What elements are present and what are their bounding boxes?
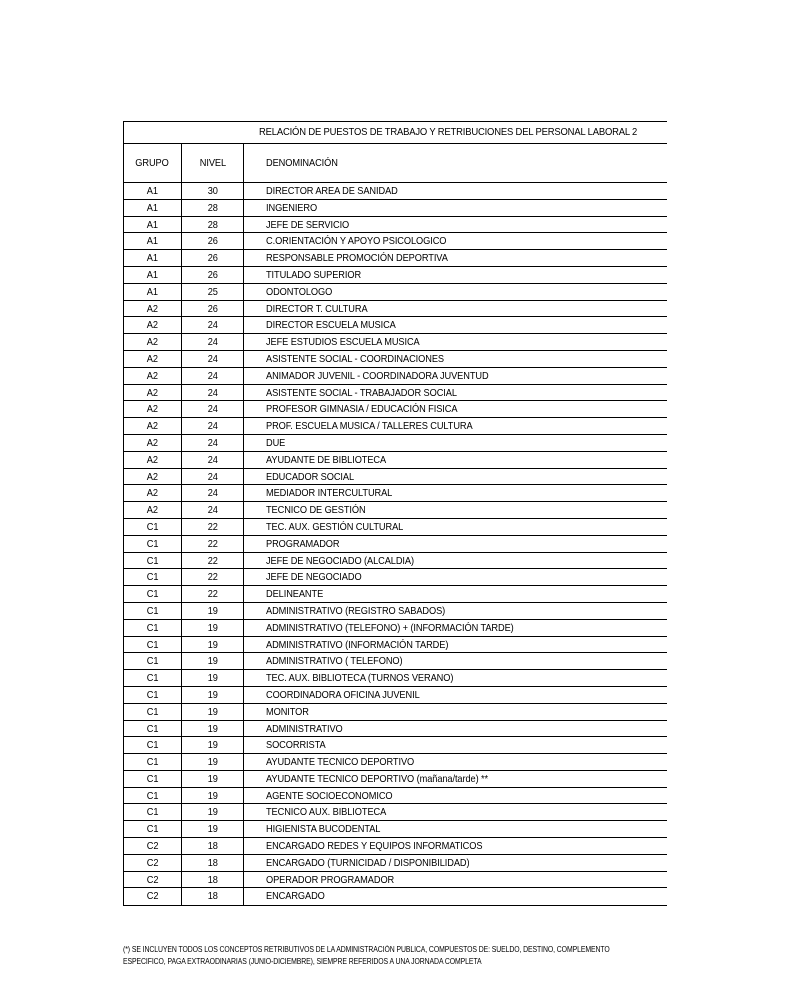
table-row <box>124 838 667 855</box>
cell-grupo: C1 <box>124 754 182 770</box>
table-row <box>124 351 667 368</box>
cell-denominacion: DIRECTOR AREA DE SANIDAD <box>266 185 398 197</box>
table-row <box>124 553 667 570</box>
cell-denominacion: C.ORIENTACIÓN Y APOYO PSICOLOGICO <box>266 235 447 248</box>
cell-nivel: 28 <box>182 217 244 233</box>
cell-denominacion: ASISTENTE SOCIAL - COORDINACIONES <box>266 352 444 365</box>
cell-denominacion: ADMINISTRATIVO ( TELEFONO) <box>266 655 403 668</box>
cell-nivel: 19 <box>182 788 244 804</box>
cell-grupo: A1 <box>124 267 182 283</box>
table-row <box>124 267 667 284</box>
cell-nivel: 24 <box>182 435 244 451</box>
cell-grupo: A2 <box>124 368 182 384</box>
table-row <box>124 771 667 788</box>
table-row <box>124 519 667 536</box>
cell-nivel: 24 <box>182 317 244 333</box>
cell-grupo: C2 <box>124 838 182 854</box>
cell-grupo: A1 <box>124 250 182 266</box>
table-row <box>124 502 667 519</box>
cell-denominacion: AYUDANTE TECNICO DEPORTIVO (mañana/tarde) ** <box>266 772 489 785</box>
cell-nivel: 24 <box>182 452 244 468</box>
cell-denominacion: TEC. AUX. BIBLIOTECA (TURNOS VERANO) <box>266 672 454 685</box>
cell-denominacion: COORDINADORA OFICINA JUVENIL <box>266 688 420 701</box>
table-row <box>124 687 667 704</box>
table-row <box>124 888 667 905</box>
cell-grupo: C1 <box>124 553 182 569</box>
footnote-line-2: ESPECIFICO, PAGA EXTRAODINARIAS (JUNIO-DICIEMBRE), SIEMPRE REFERIDOS A UNA JORNADA COMPLETA <box>123 956 482 966</box>
cell-denominacion: JEFE DE SERVICIO <box>266 218 350 231</box>
table-row <box>124 452 667 469</box>
cell-grupo: A2 <box>124 418 182 434</box>
cell-grupo: A2 <box>124 351 182 367</box>
cell-denominacion: ENCARGADO <box>266 890 325 903</box>
cell-denominacion: AYUDANTE DE BIBLIOTECA <box>266 453 387 466</box>
cell-grupo: C1 <box>124 637 182 653</box>
cell-denominacion: DIRECTOR T. CULTURA <box>266 302 368 315</box>
cell-denominacion: TEC. AUX. GESTIÓN CULTURAL <box>266 520 404 533</box>
cell-nivel: 19 <box>182 637 244 653</box>
cell-nivel: 26 <box>182 233 244 249</box>
cell-nivel: 22 <box>182 569 244 585</box>
cell-grupo: C2 <box>124 888 182 905</box>
header-denominacion: DENOMINACIÓN <box>266 157 338 169</box>
cell-nivel: 19 <box>182 721 244 737</box>
cell-grupo: C1 <box>124 687 182 703</box>
cell-nivel: 26 <box>182 250 244 266</box>
cell-nivel: 19 <box>182 704 244 720</box>
table-body <box>124 183 667 905</box>
cell-grupo: C1 <box>124 788 182 804</box>
table-row <box>124 855 667 872</box>
cell-denominacion: AGENTE SOCIOECONOMICO <box>266 789 393 802</box>
table-row <box>124 385 667 402</box>
table-title-row <box>124 122 667 144</box>
cell-denominacion: ODONTOLOGO <box>266 285 333 298</box>
cell-nivel: 19 <box>182 771 244 787</box>
cell-denominacion: ENCARGADO (TURNICIDAD / DISPONIBILIDAD) <box>266 856 470 869</box>
cell-nivel: 18 <box>182 838 244 854</box>
table-row <box>124 183 667 200</box>
cell-nivel: 22 <box>182 519 244 535</box>
cell-denominacion: ADMINISTRATIVO <box>266 722 343 735</box>
cell-denominacion: AYUDANTE TECNICO DEPORTIVO <box>266 756 415 769</box>
cell-nivel: 22 <box>182 553 244 569</box>
table-title: RELACIÓN DE PUESTOS DE TRABAJO Y RETRIBUCIONES DEL PERSONAL LABORAL 2 <box>259 126 638 138</box>
cell-grupo: C2 <box>124 872 182 888</box>
table-row <box>124 754 667 771</box>
cell-grupo: A2 <box>124 485 182 501</box>
cell-denominacion: ADMINISTRATIVO (REGISTRO SABADOS) <box>266 604 446 617</box>
cell-grupo: A1 <box>124 183 182 199</box>
cell-nivel: 24 <box>182 368 244 384</box>
table-row <box>124 804 667 821</box>
cell-denominacion: DUE <box>266 436 286 449</box>
cell-grupo: C1 <box>124 536 182 552</box>
cell-grupo: C1 <box>124 603 182 619</box>
cell-grupo: A2 <box>124 317 182 333</box>
cell-grupo: C1 <box>124 704 182 720</box>
table-row <box>124 435 667 452</box>
table-row <box>124 368 667 385</box>
cell-grupo: A1 <box>124 233 182 249</box>
table-row <box>124 284 667 301</box>
table-row <box>124 536 667 553</box>
cell-nivel: 24 <box>182 351 244 367</box>
cell-grupo: A2 <box>124 452 182 468</box>
cell-nivel: 18 <box>182 872 244 888</box>
cell-denominacion: RESPONSABLE PROMOCIÓN DEPORTIVA <box>266 252 448 265</box>
table-row <box>124 704 667 721</box>
cell-nivel: 19 <box>182 804 244 820</box>
cell-denominacion: DELINEANTE <box>266 588 324 601</box>
cell-denominacion: JEFE DE NEGOCIADO (ALCALDIA) <box>266 554 414 567</box>
table-row <box>124 637 667 654</box>
cell-denominacion: ADMINISTRATIVO (INFORMACIÓN TARDE) <box>266 638 449 651</box>
cell-grupo: C1 <box>124 771 182 787</box>
table-row <box>124 469 667 486</box>
footnote <box>123 944 723 967</box>
table-row <box>124 418 667 435</box>
cell-denominacion: HIGIENISTA BUCODENTAL <box>266 823 381 836</box>
table-row <box>124 301 667 318</box>
table-row <box>124 670 667 687</box>
cell-grupo: A2 <box>124 435 182 451</box>
cell-denominacion: MONITOR <box>266 705 309 718</box>
cell-denominacion: ASISTENTE SOCIAL - TRABAJADOR SOCIAL <box>266 386 457 399</box>
cell-denominacion: DIRECTOR ESCUELA MUSICA <box>266 319 396 332</box>
cell-grupo: C1 <box>124 653 182 669</box>
header-nivel: NIVEL <box>182 144 244 182</box>
cell-grupo: C1 <box>124 586 182 602</box>
cell-denominacion: TECNICO DE GESTIÓN <box>266 504 366 517</box>
table-row <box>124 603 667 620</box>
cell-denominacion: ANIMADOR JUVENIL - COORDINADORA JUVENTUD <box>266 369 489 382</box>
cell-nivel: 22 <box>182 536 244 552</box>
cell-nivel: 19 <box>182 653 244 669</box>
table-row <box>124 334 667 351</box>
table-header-row <box>124 144 667 183</box>
cell-grupo: C1 <box>124 737 182 753</box>
table-row <box>124 872 667 889</box>
cell-denominacion: INGENIERO <box>266 201 318 214</box>
cell-nivel: 24 <box>182 401 244 417</box>
table-row <box>124 217 667 234</box>
table-row <box>124 569 667 586</box>
cell-nivel: 24 <box>182 334 244 350</box>
cell-nivel: 25 <box>182 284 244 300</box>
table-row <box>124 317 667 334</box>
table-row <box>124 737 667 754</box>
table-row <box>124 250 667 267</box>
cell-denominacion: TECNICO AUX. BIBLIOTECA <box>266 806 387 819</box>
cell-nivel: 18 <box>182 855 244 871</box>
cell-denominacion: TITULADO SUPERIOR <box>266 268 362 281</box>
cell-nivel: 19 <box>182 737 244 753</box>
cell-nivel: 19 <box>182 670 244 686</box>
salary-table <box>123 121 667 906</box>
cell-grupo: A1 <box>124 284 182 300</box>
table-row <box>124 200 667 217</box>
cell-denominacion: ENCARGADO REDES Y EQUIPOS INFORMATICOS <box>266 840 483 853</box>
cell-grupo: C1 <box>124 721 182 737</box>
table-row <box>124 586 667 603</box>
cell-grupo: C2 <box>124 855 182 871</box>
cell-nivel: 28 <box>182 200 244 216</box>
cell-nivel: 24 <box>182 485 244 501</box>
table-row <box>124 233 667 250</box>
cell-grupo: A2 <box>124 469 182 485</box>
cell-grupo: A2 <box>124 301 182 317</box>
cell-denominacion: OPERADOR PROGRAMADOR <box>266 873 395 886</box>
cell-grupo: C1 <box>124 519 182 535</box>
cell-denominacion: PROGRAMADOR <box>266 537 340 550</box>
cell-nivel: 24 <box>182 385 244 401</box>
cell-nivel: 30 <box>182 183 244 199</box>
cell-denominacion: JEFE ESTUDIOS ESCUELA MUSICA <box>266 336 420 349</box>
cell-nivel: 19 <box>182 603 244 619</box>
cell-denominacion: EDUCADOR SOCIAL <box>266 470 355 483</box>
cell-denominacion: SOCORRISTA <box>266 739 326 752</box>
table-row <box>124 788 667 805</box>
table-row <box>124 401 667 418</box>
footnote-line-1: (*) SE INCLUYEN TODOS LOS CONCEPTOS RETRIBUTIVOS DE LA ADMINISTRACIÓN PUBLICA, COMPUESTOS DE: SUELDO, DESTINO, COMPLEMENTO <box>123 945 610 954</box>
cell-nivel: 24 <box>182 502 244 518</box>
cell-nivel: 26 <box>182 301 244 317</box>
cell-grupo: C1 <box>124 670 182 686</box>
header-grupo: GRUPO <box>124 144 182 182</box>
cell-grupo: A1 <box>124 200 182 216</box>
cell-grupo: A2 <box>124 385 182 401</box>
cell-nivel: 24 <box>182 469 244 485</box>
cell-grupo: C1 <box>124 821 182 837</box>
cell-grupo: A1 <box>124 217 182 233</box>
table-row <box>124 620 667 637</box>
table-row <box>124 653 667 670</box>
cell-denominacion: ADMINISTRATIVO (TELEFONO) + (INFORMACIÓN TARDE) <box>266 621 514 634</box>
cell-grupo: C1 <box>124 569 182 585</box>
cell-nivel: 24 <box>182 418 244 434</box>
cell-nivel: 19 <box>182 821 244 837</box>
cell-grupo: A2 <box>124 334 182 350</box>
table-row <box>124 721 667 738</box>
cell-nivel: 19 <box>182 620 244 636</box>
cell-nivel: 18 <box>182 888 244 905</box>
cell-denominacion: JEFE DE NEGOCIADO <box>266 571 362 584</box>
cell-grupo: C1 <box>124 620 182 636</box>
cell-nivel: 26 <box>182 267 244 283</box>
cell-grupo: A2 <box>124 502 182 518</box>
cell-grupo: C1 <box>124 804 182 820</box>
cell-nivel: 22 <box>182 586 244 602</box>
cell-nivel: 19 <box>182 754 244 770</box>
cell-grupo: A2 <box>124 401 182 417</box>
cell-nivel: 19 <box>182 687 244 703</box>
table-row <box>124 821 667 838</box>
cell-denominacion: MEDIADOR INTERCULTURAL <box>266 487 393 500</box>
table-row <box>124 485 667 502</box>
cell-denominacion: PROF. ESCUELA MUSICA / TALLERES CULTURA <box>266 420 473 433</box>
cell-denominacion: PROFESOR GIMNASIA / EDUCACIÓN FISICA <box>266 403 458 416</box>
